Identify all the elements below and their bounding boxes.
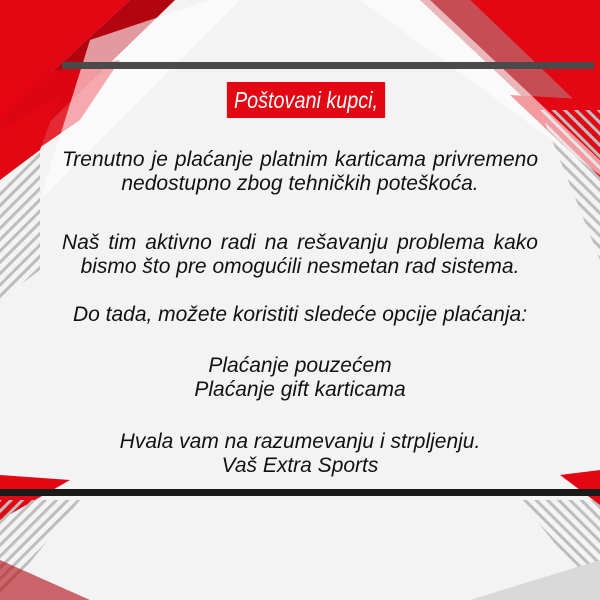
paragraph-card-unavailable-cont xyxy=(58,172,542,196)
paragraph-team-working xyxy=(62,231,538,255)
paragraph-alternatives xyxy=(58,303,542,327)
notice-heading: Poštovani kupci, xyxy=(227,82,385,118)
payment-option: Plaćanje pouzećem xyxy=(208,354,392,377)
paragraph-team-working-cont xyxy=(58,255,542,279)
payment-option: Plaćanje gift karticama xyxy=(194,378,406,401)
paragraph-card-unavailable xyxy=(62,148,538,172)
paragraph-line: nedostupno zbog tehničkih poteškoća. xyxy=(121,172,479,195)
closing-text xyxy=(58,430,542,478)
paragraph-line: Trenutno je plaćanje platnim karticama privremeno xyxy=(62,148,538,171)
closing-line: Hvala vam na razumevanju i strpljenju. xyxy=(119,430,481,453)
bottom-divider xyxy=(0,489,600,496)
paragraph-line: Do tada, možete koristiti sledeće opcije plaćanja: xyxy=(72,303,528,326)
top-divider xyxy=(62,62,594,69)
signature: Vaš Extra Sports xyxy=(221,454,379,477)
payment-option-list xyxy=(58,354,542,402)
paragraph-line: bismo što pre omogućili nesmetan rad sistema. xyxy=(80,255,520,278)
paragraph-line: Naš tim aktivno radi na rešavanju problema kako xyxy=(62,231,538,254)
